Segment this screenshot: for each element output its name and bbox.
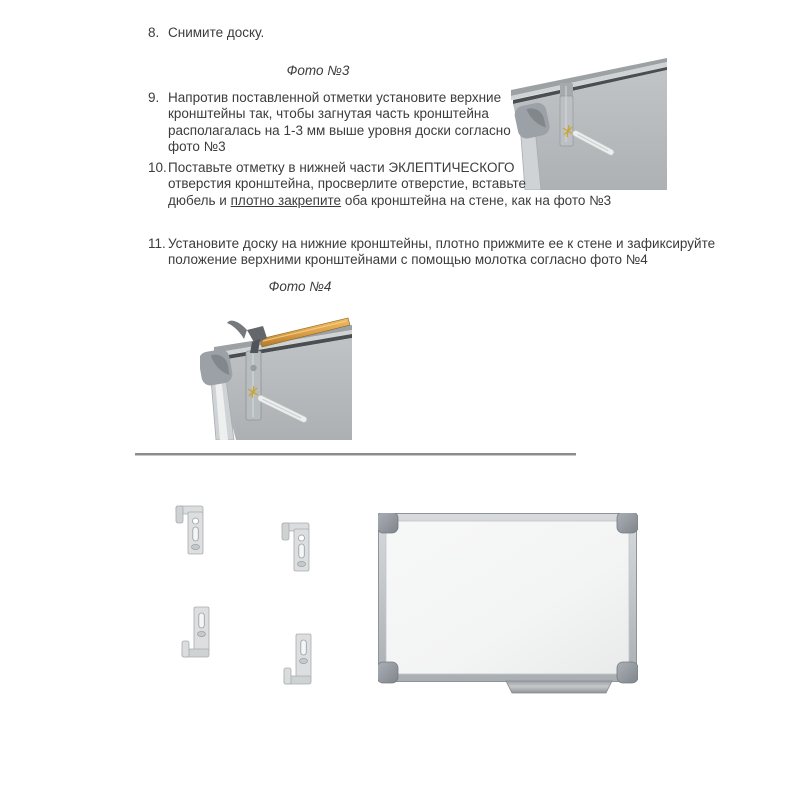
whiteboard-figure <box>378 513 638 695</box>
step-text: оба кронштейна на стене, как на фото №3 <box>341 192 612 208</box>
corner-cap <box>378 662 398 683</box>
step-text-line: Установите доску на нижние кронштейны, плотно прижмите ее к стене и зафиксируйте <box>168 236 716 251</box>
photo4-figure <box>200 305 352 440</box>
step-text-line: располагалась на 1-3 мм выше уровня доски согласно <box>168 122 511 138</box>
board-surface <box>386 521 629 674</box>
step-text-line: кронштейны так, чтобы загнутая часть кронштейна <box>168 106 489 122</box>
lower-bracket <box>182 607 209 657</box>
step-number: 9. <box>148 90 160 105</box>
underlined-text: плотно закрепите <box>230 192 342 208</box>
lower-bracket <box>284 634 311 684</box>
step-text-line: положение верхними кронштейнами с помощью молотка согласно фото №4 <box>168 252 648 268</box>
step-text: дюбель и <box>168 192 231 208</box>
step-text-line <box>168 193 611 209</box>
upper-bracket <box>282 523 309 571</box>
marker-tray <box>506 681 612 693</box>
brackets-figure <box>170 498 315 698</box>
step-text-line: Поставьте отметку в нижней части ЭКЛЕПТИЧЕСКОГО <box>168 160 515 175</box>
step-number: 8. <box>148 25 160 40</box>
instruction-step-9 <box>148 90 511 156</box>
corner-cap <box>617 662 638 683</box>
photo4-caption: Фото №4 <box>268 279 332 294</box>
upper-bracket <box>176 506 203 554</box>
instruction-step-10 <box>148 160 611 209</box>
step-text-line: Напротив поставленной отметки установите верхние <box>168 90 502 105</box>
corner-cap <box>617 513 638 533</box>
step-number: 10. <box>148 160 167 175</box>
photo3-caption: Фото №3 <box>286 63 350 78</box>
hammer-claw <box>227 321 247 339</box>
board-surface <box>216 338 352 440</box>
step-text-line: фото №3 <box>168 139 226 155</box>
step-text: Снимите доску. <box>168 25 265 40</box>
step-number: 11. <box>148 236 166 251</box>
bracket-hole <box>250 365 256 371</box>
step-text-line: отверстия кронштейна, просверлите отверстие, вставьте <box>168 176 526 192</box>
horizontal-rule <box>135 453 576 456</box>
instruction-step-8 <box>148 25 264 41</box>
corner-cap <box>378 513 398 533</box>
instruction-step-11 <box>148 236 715 269</box>
